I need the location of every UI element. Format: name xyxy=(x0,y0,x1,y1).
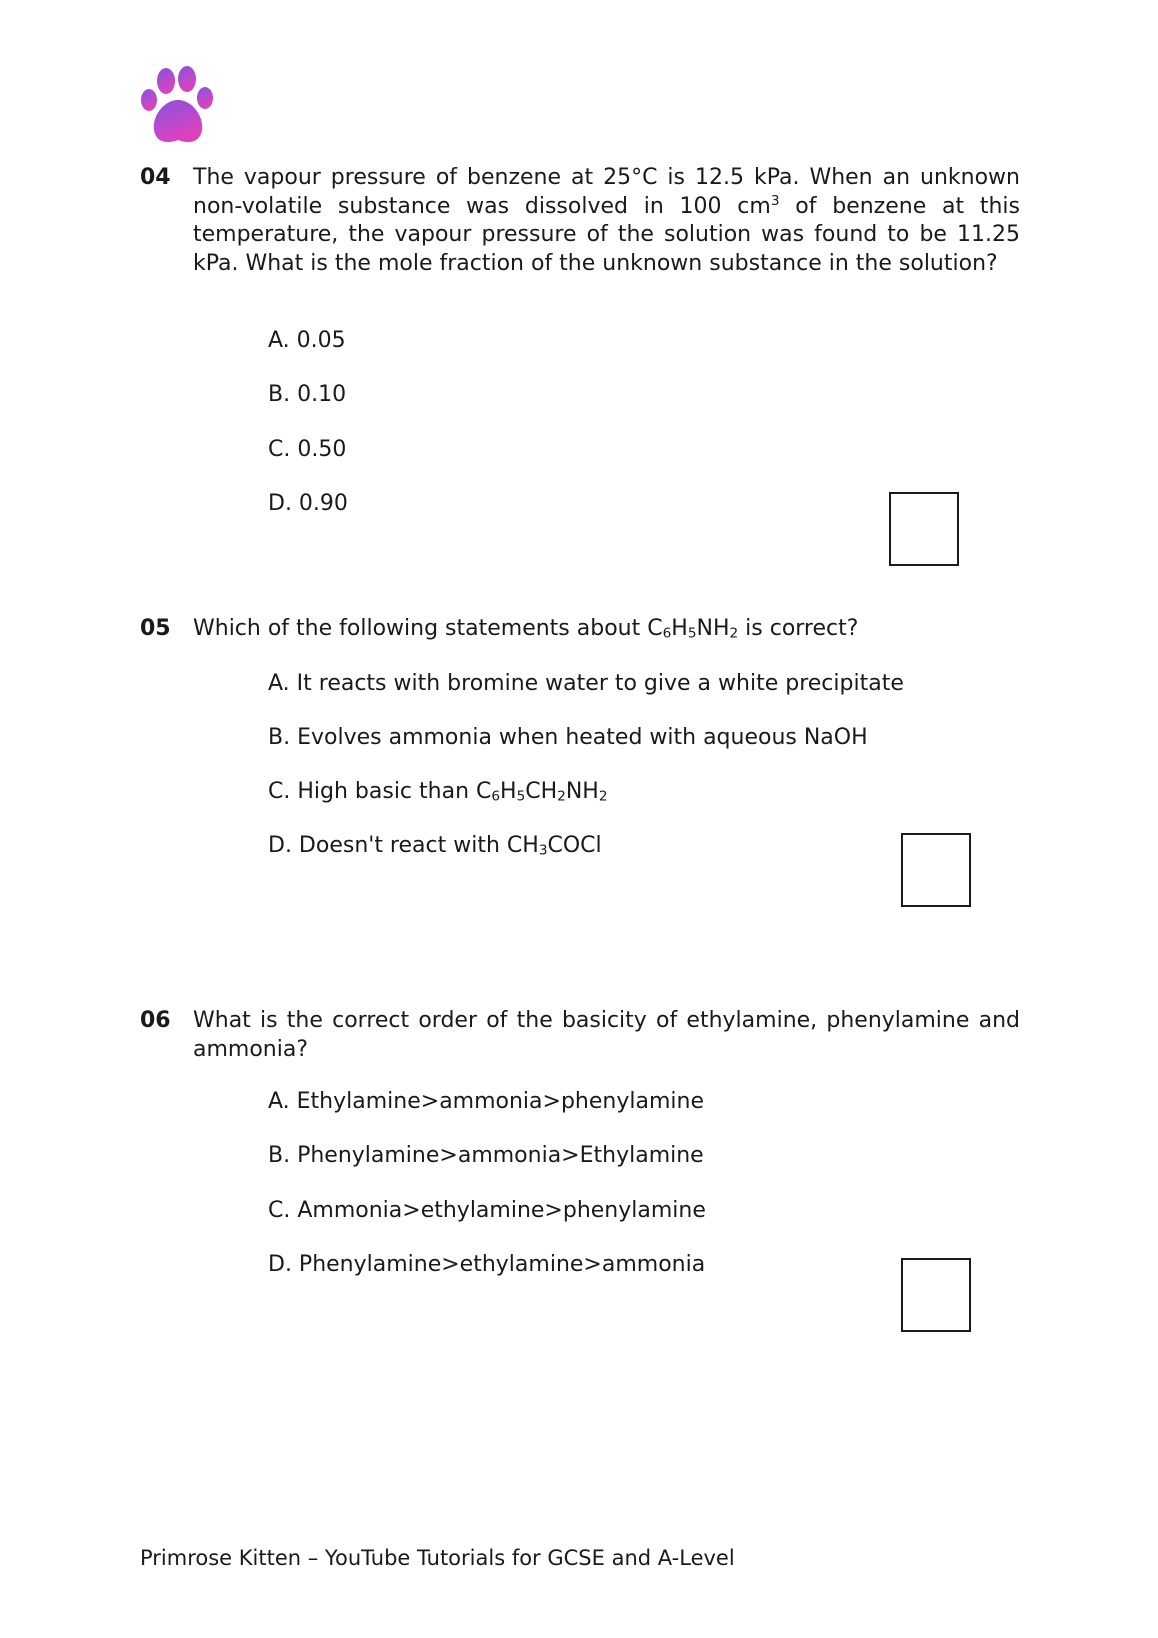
option-b: B. Phenylamine>ammonia>Ethylamine xyxy=(268,1143,704,1168)
paw-pad xyxy=(154,100,202,142)
paw-toe-2 xyxy=(178,66,196,92)
answer-box-06[interactable] xyxy=(901,1258,971,1332)
option-c: C. Ammonia>ethylamine>phenylamine xyxy=(268,1198,706,1223)
question-04 xyxy=(140,164,1020,300)
option-a: A. Ethylamine>ammonia>phenylamine xyxy=(268,1089,704,1114)
option-d: D. Doesn't react with $CH_3COCl$ xyxy=(268,833,602,859)
paw-toe-4 xyxy=(197,87,213,109)
option-a: A. It reacts with bromine water to give a white precipitate xyxy=(268,671,904,696)
question-number: 04 xyxy=(140,165,171,190)
option-b: B. Evolves ammonia when heated with aqueous NaOH xyxy=(268,725,868,750)
question-05 xyxy=(140,615,1020,666)
question-06 xyxy=(140,1007,1020,1086)
option-c: C. 0.50 xyxy=(268,437,347,462)
question-number: 06 xyxy=(140,1008,171,1033)
question-text: The vapour pressure of benzene at 25°C is 12.5 kPa. When an unknown non-volatile substance was dissolved in 100 $cm^3$ of benzene at this temperature, the vapour pressure of the solution was found to be 11.25 kPa. What is the mole fraction of the unknown substance in the solution? xyxy=(193,165,1020,276)
option-b: B. 0.10 xyxy=(268,382,347,407)
option-c: C. High basic than $C_6H_5CH_2NH_2$ xyxy=(268,779,608,805)
page-footer: Primrose Kitten – YouTube Tutorials for GCSE and A-Level xyxy=(140,1546,735,1570)
option-a: A. 0.05 xyxy=(268,328,346,353)
answer-box-05[interactable] xyxy=(901,833,971,907)
question-number: 05 xyxy=(140,616,171,641)
answer-box-04[interactable] xyxy=(889,492,959,566)
paw-print-icon xyxy=(140,66,216,148)
paw-toe-1 xyxy=(157,68,175,94)
paw-toe-3 xyxy=(141,89,157,111)
question-text: What is the correct order of the basicity of ethylamine, phenylamine and ammonia? xyxy=(193,1008,1020,1062)
option-d: D. Phenylamine>ethylamine>ammonia xyxy=(268,1252,706,1277)
option-d: D. 0.90 xyxy=(268,491,348,516)
question-text: Which of the following statements about $C_6H_5NH_2$ is correct? xyxy=(193,616,859,642)
